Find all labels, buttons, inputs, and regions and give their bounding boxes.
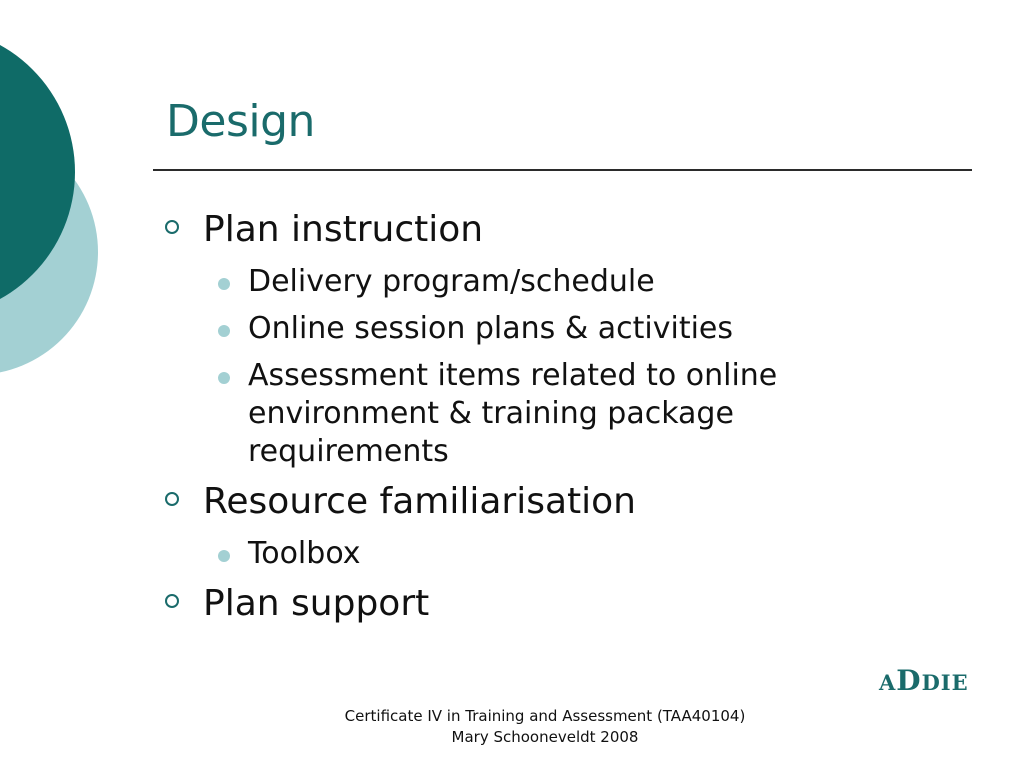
bullet-text: Plan support [203, 583, 430, 624]
filled-dot-bullet-icon [218, 278, 230, 290]
filled-dot-bullet-icon [218, 325, 230, 337]
brand-letter-d: D [896, 664, 922, 697]
bullet-text: Plan instruction [203, 209, 484, 250]
bullet-text: Resource familiarisation [203, 481, 636, 522]
sub-bullet-text: Toolbox [248, 536, 361, 571]
brand-letter-a: A [879, 670, 897, 695]
brand-letters-die: DIE [921, 670, 969, 695]
hollow-circle-bullet-icon [165, 594, 179, 608]
slide-title: Design [166, 96, 315, 147]
hollow-circle-bullet-icon [165, 220, 179, 234]
hollow-circle-bullet-icon [165, 492, 179, 506]
filled-dot-bullet-icon [218, 550, 230, 562]
sub-bullet-text: Delivery program/schedule [248, 264, 655, 299]
footer-line-1: Certificate IV in Training and Assessment (TAA40104) [344, 707, 746, 725]
addie-brand-mark [879, 664, 969, 697]
slide-footer [300, 706, 790, 748]
sub-bullet-text: Assessment items related to online environment & training package requirements [248, 358, 778, 469]
filled-dot-bullet-icon [218, 372, 230, 384]
footer-line-2: Mary Schooneveldt 2008 [451, 728, 639, 746]
sub-bullet-text: Online session plans & activities [248, 311, 734, 346]
